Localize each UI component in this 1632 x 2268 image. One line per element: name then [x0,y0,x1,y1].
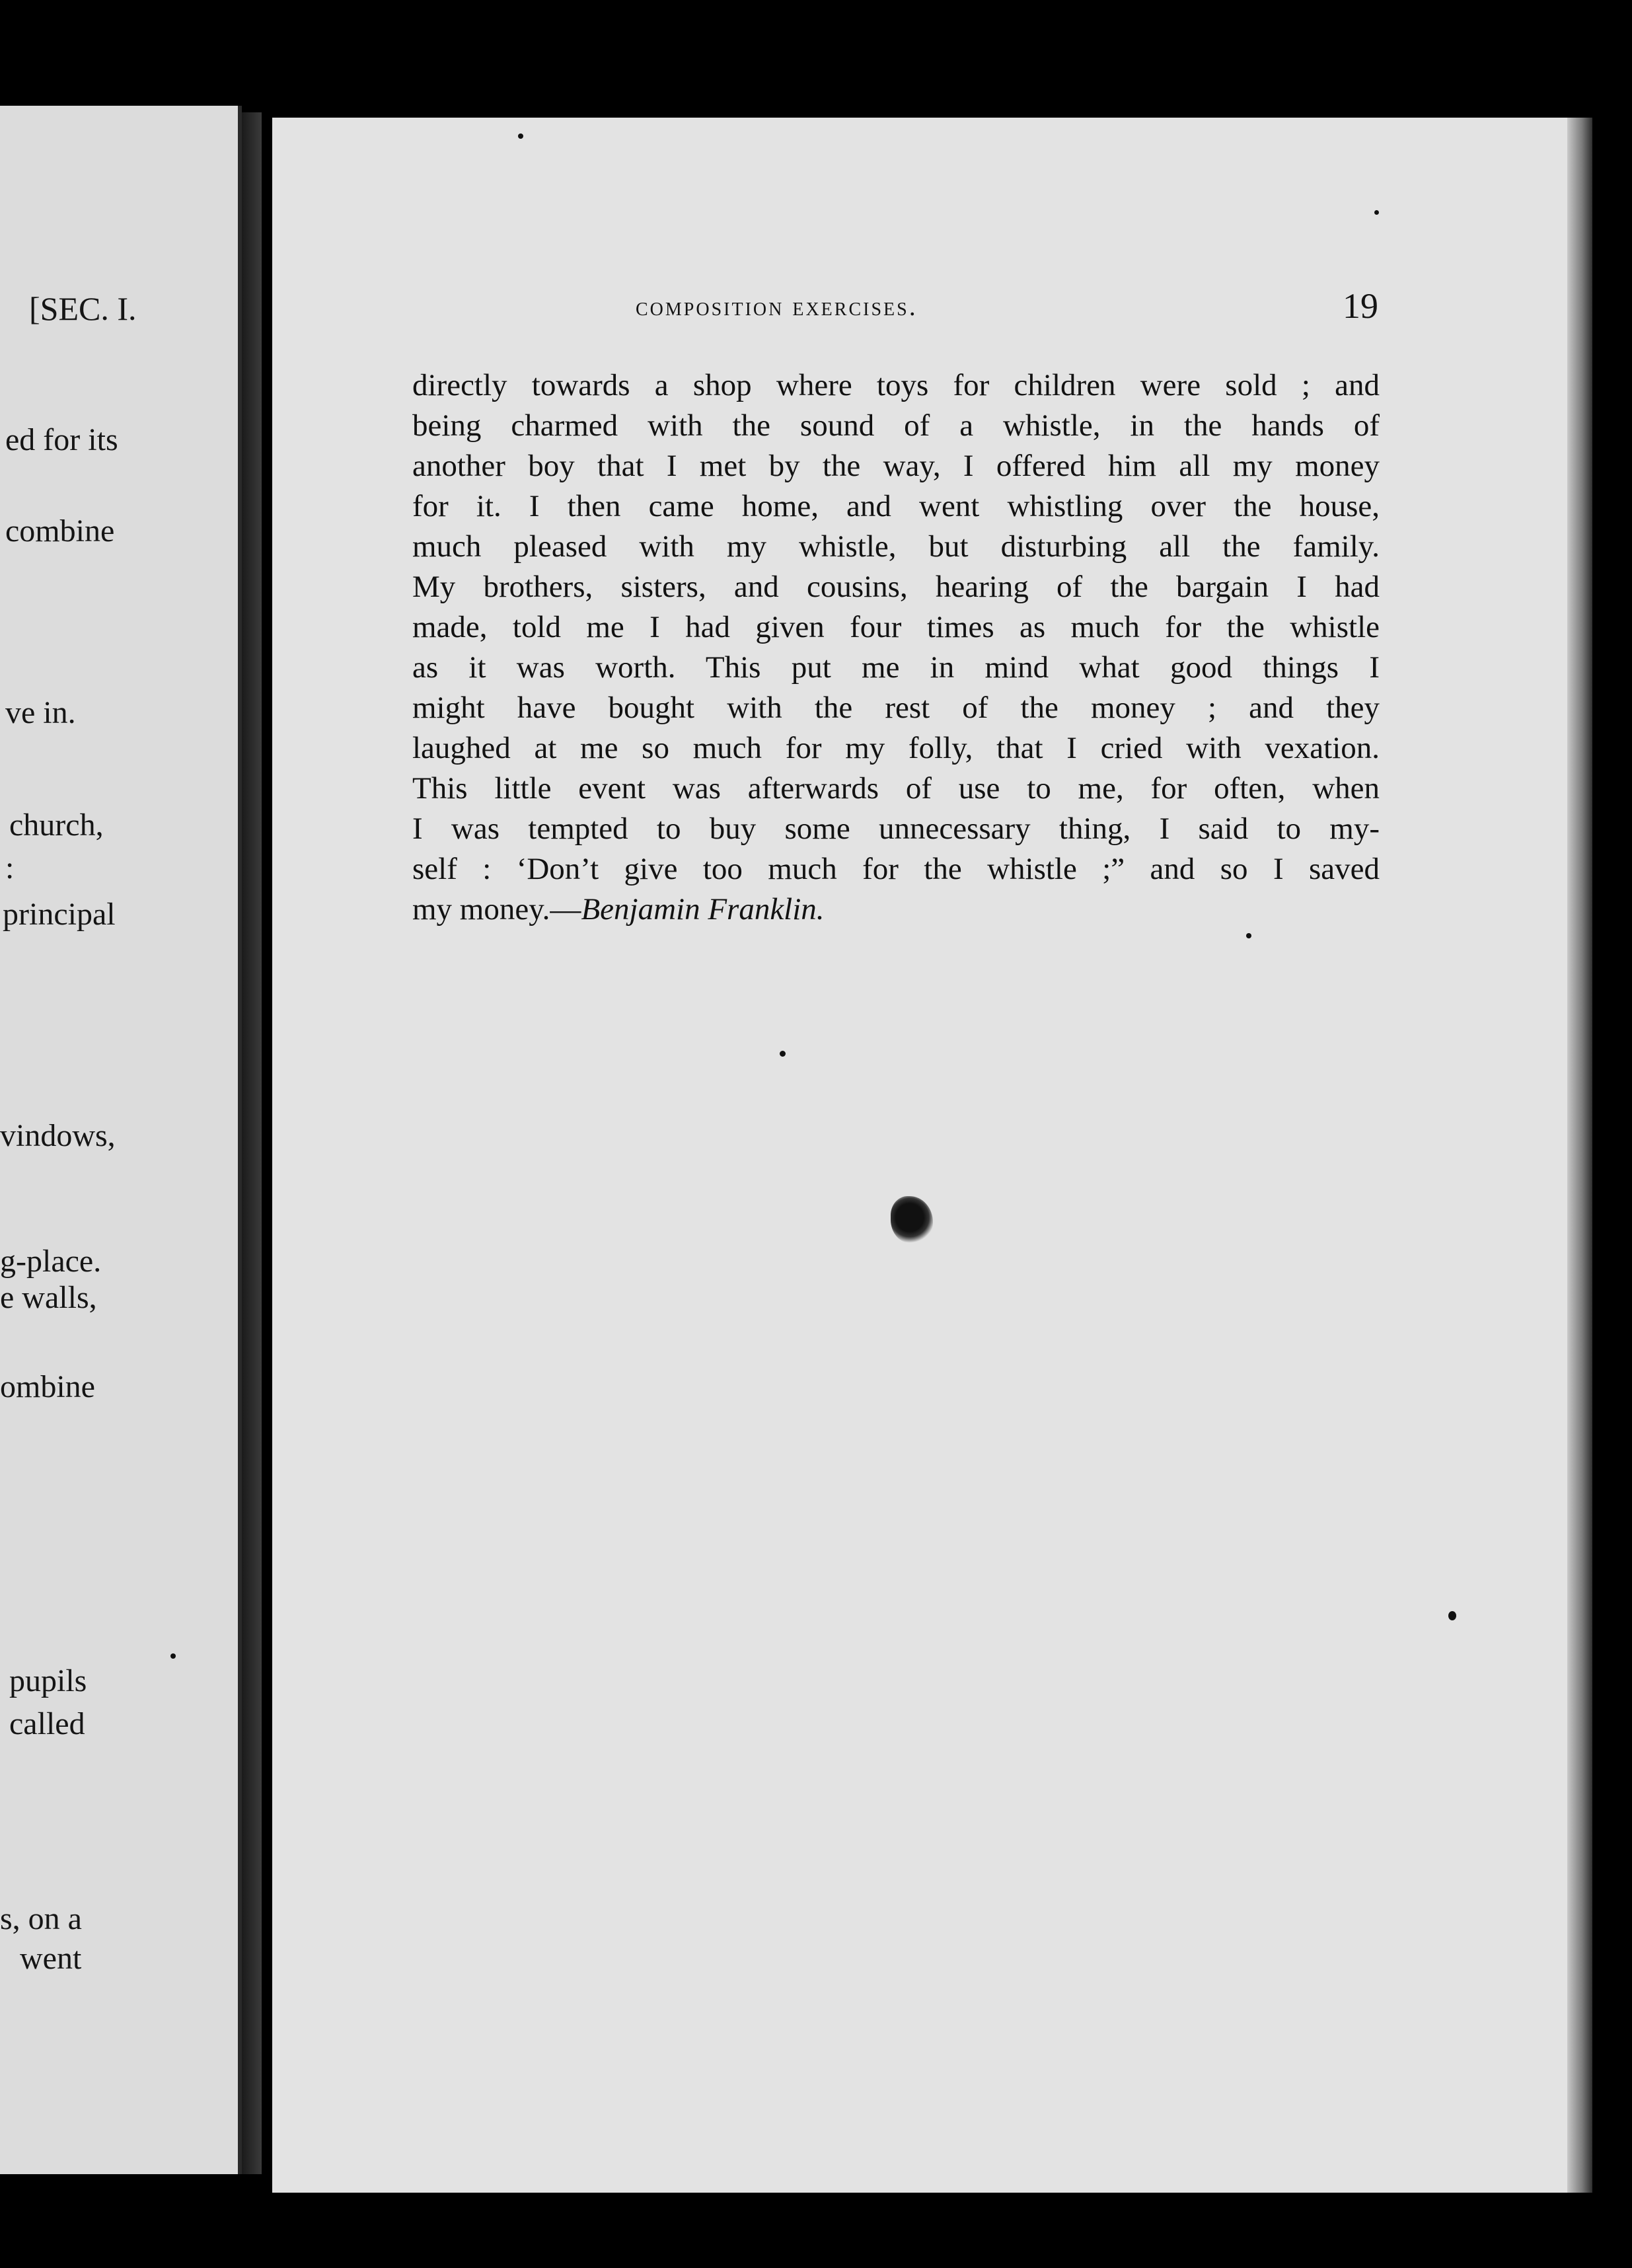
scan-speck [1246,933,1251,938]
text-line-final [412,889,1380,930]
scan-speck [780,1051,786,1057]
text-line: directly towards a shop where toys for children were sold ; and [412,368,1380,402]
previous-page-fragment: g-place. [0,1244,102,1279]
previous-page-fragment: : [5,850,15,886]
text-line: laughed at me so much for my folly, that I cried with vexation. [412,731,1380,765]
page-gutter [242,112,262,2174]
text-line: I was tempted to buy some unnecessary thing, I said to my- [412,812,1380,846]
text-line: This little event was afterwards of use to me, for often, when [412,771,1380,806]
previous-page-fragment: pupils [9,1663,87,1698]
previous-page-fragment: s, on a [0,1901,82,1936]
text-line: being charmed with the sound of a whistle, in the hands of [412,408,1380,443]
previous-page-fragment: vindows, [0,1118,116,1153]
previous-page-fragment: combine [5,513,115,548]
scan-speck [1374,210,1379,215]
text-line: My brothers, sisters, and cousins, hearing of the bargain I had [412,570,1380,604]
text-line: much pleased with my whistle, but disturbing all the family. [412,529,1380,564]
previous-page-fragment: ve in. [5,695,76,730]
previous-page-fragment: ed for its [5,422,118,457]
scan-speck [170,1653,176,1659]
text-line: made, told me I had given four times as much for the whistle [412,610,1380,644]
previous-page-header: [SEC. I. [29,290,137,327]
page-number: 19 [1343,286,1378,326]
text-line: self : ‘Don’t give too much for the whistle ;” and so I saved [412,852,1380,886]
previous-page-fragment: e walls, [0,1280,97,1315]
author-attribution: Benjamin Franklin. [581,892,825,926]
previous-page-fragment: ombine [0,1369,95,1404]
text-line: as it was worth. This put me in mind what good things I [412,650,1380,685]
text-line: another boy that I met by the way, I offered him all my money [412,449,1380,483]
previous-page-fragment: principal [3,897,116,932]
scan-speck [1448,1611,1456,1620]
previous-page-fragment: called [9,1706,85,1741]
text-line: for it. I then came home, and went whistling over the house, [412,489,1380,523]
scan-speck [518,133,523,139]
running-title: composition exercises. [636,291,918,321]
previous-page-fragment: went [20,1941,82,1976]
body-text [412,365,1380,930]
text-line: might have bought with the rest of the money ; and they [412,691,1380,725]
previous-page-fragment: church, [9,808,104,843]
page-edge [1567,118,1592,2193]
final-line-text: my money.— [412,892,581,926]
